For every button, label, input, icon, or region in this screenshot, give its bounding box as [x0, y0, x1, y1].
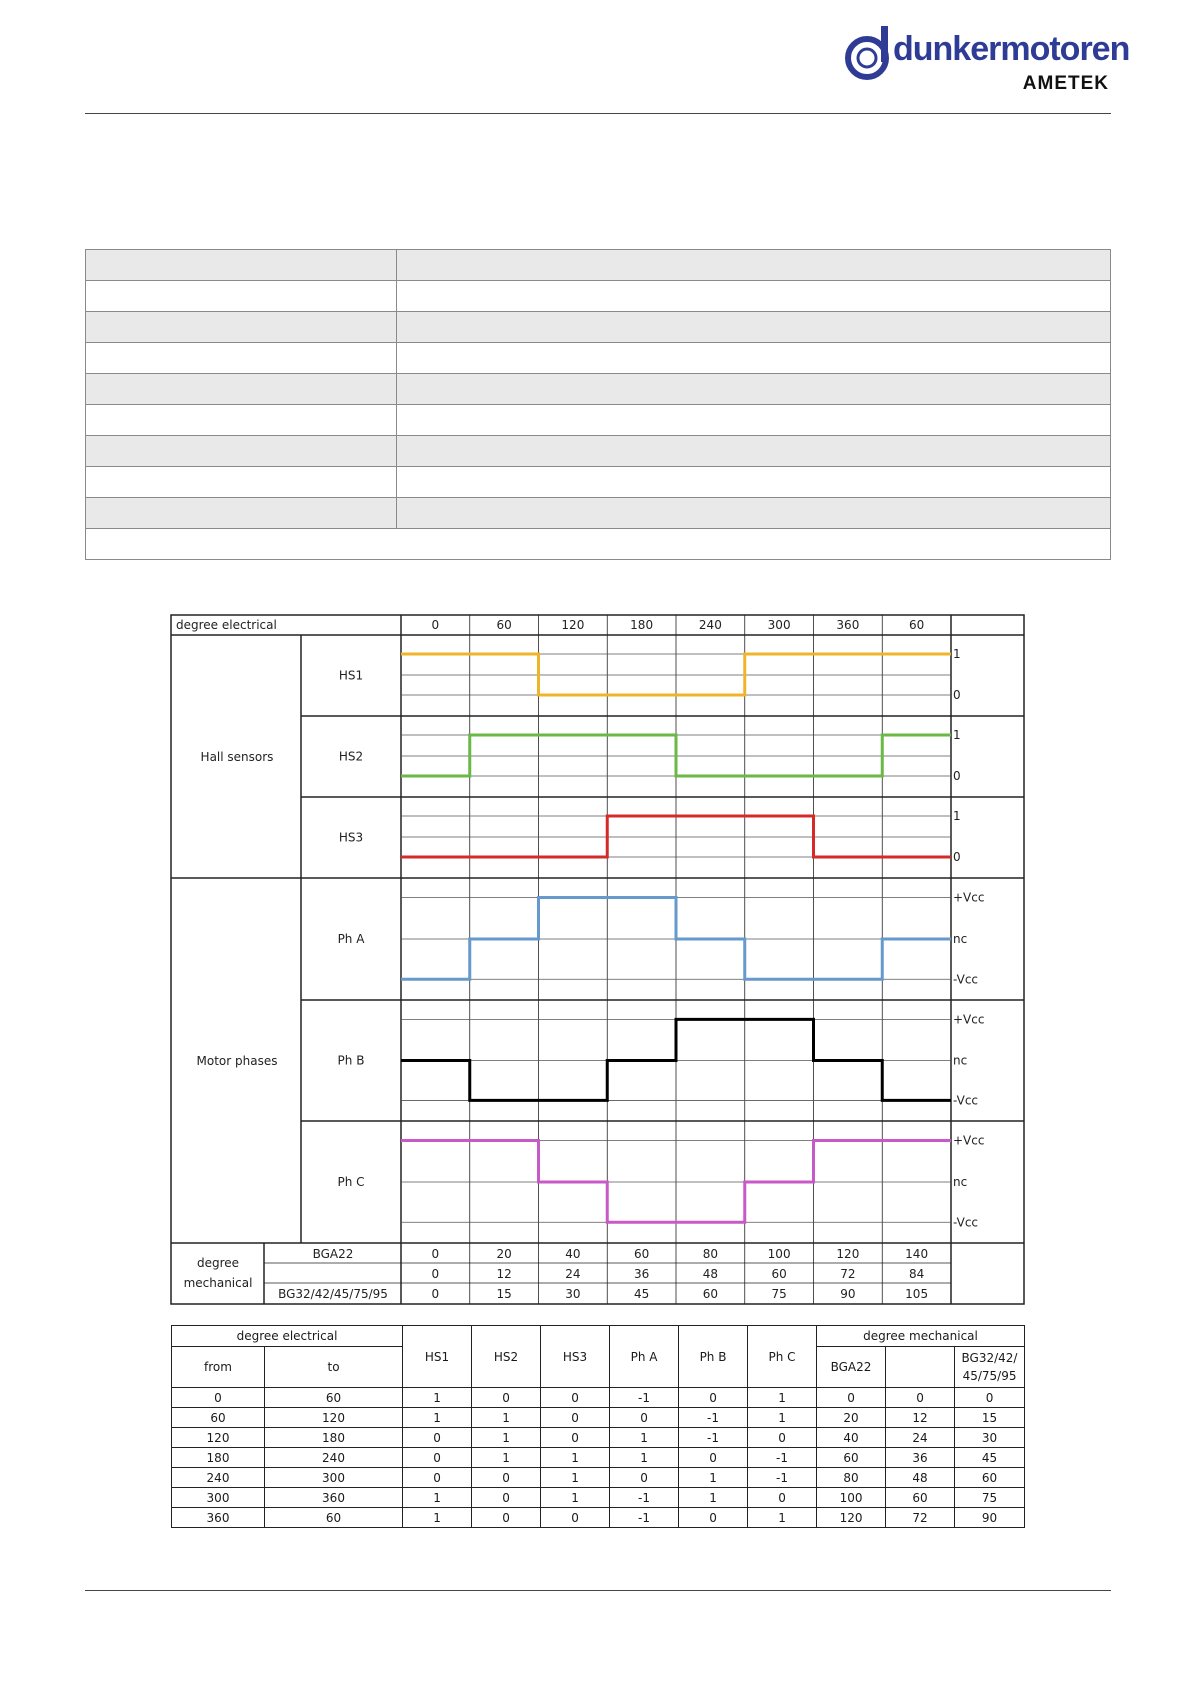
signal-name: Ph A	[337, 932, 365, 946]
electrical-tick-label: 60	[496, 618, 512, 632]
mech-value: 40	[565, 1247, 581, 1261]
table-cell: 30	[955, 1428, 1025, 1448]
mech-value: 60	[633, 1247, 650, 1261]
table-cell: 0	[610, 1408, 679, 1428]
footer-rule	[85, 1590, 1111, 1591]
brand-subtitle: AMETEK	[1022, 73, 1109, 94]
mech-value: 120	[836, 1247, 860, 1261]
table-cell: 0	[403, 1468, 472, 1488]
table-cell: 180	[172, 1448, 265, 1468]
header-from: from	[172, 1347, 265, 1388]
header-hs3: HS3	[541, 1326, 610, 1388]
level-label: 0	[953, 850, 961, 864]
signal-name: HS1	[338, 668, 364, 683]
table-cell: 80	[817, 1468, 886, 1488]
header-hs1: HS1	[403, 1326, 472, 1388]
table-cell: 300	[172, 1488, 265, 1508]
mech-value: 45	[633, 1287, 650, 1301]
table-cell: 12	[886, 1408, 955, 1428]
header-phb: Ph B	[679, 1326, 748, 1388]
electrical-tick-label: 120	[561, 618, 585, 632]
hall-sensors-label: Hall sensors	[200, 750, 274, 764]
table-cell: 0	[679, 1388, 748, 1408]
header-hs2: HS2	[472, 1326, 541, 1388]
electrical-tick-label: 300	[767, 618, 791, 632]
level-label: 0	[953, 688, 961, 702]
mech-value: 72	[840, 1267, 856, 1281]
top-label: degree electrical	[176, 618, 277, 632]
table-cell: -1	[610, 1388, 679, 1408]
table-row	[172, 1488, 1025, 1508]
level-label: nc	[953, 1175, 968, 1189]
table-cell: 1	[610, 1448, 679, 1468]
table-cell: 0	[679, 1448, 748, 1468]
table-cell: 60	[265, 1508, 403, 1528]
mech-value: 0	[431, 1287, 440, 1301]
table-cell: 0	[955, 1388, 1025, 1408]
header-to: to	[265, 1347, 403, 1388]
table-cell: 20	[817, 1408, 886, 1428]
table-cell: 1	[748, 1508, 817, 1528]
table-cell: 1	[403, 1388, 472, 1408]
header-bga22: BGA22	[817, 1347, 886, 1388]
table-cell: 240	[172, 1468, 265, 1488]
mech-value: 0	[431, 1267, 440, 1281]
table-row	[172, 1468, 1025, 1488]
table-cell: 0	[541, 1428, 610, 1448]
table-row	[172, 1388, 1025, 1408]
table-cell: -1	[610, 1488, 679, 1508]
mech-value: 20	[496, 1247, 512, 1261]
header-degree-electrical: degree electrical	[172, 1326, 403, 1347]
mech-value: 140	[905, 1247, 929, 1261]
table-cell: 120	[265, 1408, 403, 1428]
level-label: nc	[953, 932, 968, 946]
table-cell: 360	[172, 1508, 265, 1528]
table-cell: 0	[886, 1388, 955, 1408]
table-cell: 0	[472, 1508, 541, 1528]
table-cell: -1	[610, 1508, 679, 1528]
table-cell: 36	[886, 1448, 955, 1468]
table-row	[172, 1408, 1025, 1428]
mech-value: 75	[771, 1287, 787, 1301]
mech-value: 0	[431, 1247, 440, 1261]
table-cell: 240	[265, 1448, 403, 1468]
level-label: -Vcc	[953, 972, 979, 987]
level-label: -Vcc	[953, 1093, 979, 1108]
mech-row-label: BGA22	[312, 1247, 354, 1261]
table-cell: 1	[403, 1488, 472, 1508]
table-cell: 1	[541, 1448, 610, 1468]
table-cell: 1	[541, 1488, 610, 1508]
table-cell: 0	[172, 1388, 265, 1408]
table-cell: -1	[748, 1448, 817, 1468]
table-cell: 1	[748, 1388, 817, 1408]
table-cell: 0	[679, 1508, 748, 1528]
level-label: +Vcc	[953, 1012, 985, 1027]
header-phc: Ph C	[748, 1326, 817, 1388]
mech-value: 30	[565, 1287, 581, 1301]
table-cell: 180	[265, 1428, 403, 1448]
table-cell: 60	[886, 1488, 955, 1508]
signal-name: HS2	[338, 749, 364, 764]
mech-value: 100	[767, 1247, 791, 1261]
motor-phases-label: Motor phases	[196, 1054, 278, 1068]
table-cell: -1	[679, 1428, 748, 1448]
table-cell: 90	[955, 1508, 1025, 1528]
table-cell: 0	[472, 1388, 541, 1408]
table-cell: 1	[610, 1428, 679, 1448]
table-cell: 0	[472, 1468, 541, 1488]
mech-value: 15	[496, 1287, 512, 1301]
electrical-tick-label: 0	[431, 618, 440, 632]
table-row	[172, 1448, 1025, 1468]
table-cell: 45	[955, 1448, 1025, 1468]
table-cell: 15	[955, 1408, 1025, 1428]
electrical-tick-label: 180	[630, 618, 654, 632]
mech-value: 48	[702, 1267, 719, 1281]
level-label: 1	[953, 809, 961, 823]
signal-name: Ph B	[337, 1053, 365, 1068]
mech-value: 105	[905, 1287, 929, 1301]
table-cell: 0	[403, 1448, 472, 1468]
signal-name: HS3	[338, 830, 364, 845]
table-cell: 0	[748, 1428, 817, 1448]
header-degree-mechanical: degree mechanical	[817, 1326, 1025, 1347]
table-cell: 1	[679, 1488, 748, 1508]
table-cell: 0	[817, 1388, 886, 1408]
table-cell: 100	[817, 1488, 886, 1508]
waveform-hs2	[401, 735, 951, 776]
level-label: nc	[953, 1053, 968, 1068]
header-bg32: BG32/42/ 45/75/95	[955, 1347, 1025, 1388]
level-label: +Vcc	[953, 890, 985, 905]
table-row	[172, 1508, 1025, 1528]
table-cell: 0	[541, 1408, 610, 1428]
table-cell: 120	[817, 1508, 886, 1528]
header-pha: Ph A	[610, 1326, 679, 1388]
table-cell: 60	[172, 1408, 265, 1428]
mech-value: 60	[702, 1287, 719, 1301]
table-cell: 0	[403, 1428, 472, 1448]
mech-row-label: BG32/42/45/75/95	[278, 1287, 388, 1301]
mech-label-mechanical: mechanical	[183, 1276, 253, 1290]
table-cell: 1	[472, 1448, 541, 1468]
table-cell: 1	[679, 1468, 748, 1488]
level-label: 1	[953, 647, 961, 661]
table-cell: 300	[265, 1468, 403, 1488]
mech-value: 24	[565, 1267, 581, 1281]
brand-name: dunkermotoren	[893, 30, 1130, 68]
table-cell: 1	[403, 1508, 472, 1528]
table-cell: 0	[541, 1388, 610, 1408]
diagram-frame	[171, 615, 1024, 1304]
level-label: 1	[953, 728, 961, 742]
table-cell: 0	[541, 1508, 610, 1528]
table-cell: 75	[955, 1488, 1025, 1508]
table-cell: 24	[886, 1428, 955, 1448]
level-label: -Vcc	[953, 1215, 979, 1230]
table-cell: 60	[955, 1468, 1025, 1488]
table-cell: 360	[265, 1488, 403, 1508]
mech-value: 36	[633, 1267, 650, 1281]
table-cell: 72	[886, 1508, 955, 1528]
mech-value: 90	[840, 1287, 856, 1301]
table-cell: -1	[679, 1408, 748, 1428]
table-cell: 60	[265, 1388, 403, 1408]
signal-name: Ph C	[337, 1175, 365, 1189]
mech-value: 80	[702, 1247, 719, 1261]
table-cell: 0	[472, 1488, 541, 1508]
electrical-tick-label: 60	[908, 618, 925, 632]
table-cell: 1	[541, 1468, 610, 1488]
table-row	[172, 1428, 1025, 1448]
level-label: +Vcc	[953, 1133, 985, 1148]
table-cell: 1	[403, 1408, 472, 1428]
table-cell: 1	[472, 1408, 541, 1428]
table-cell: 120	[172, 1428, 265, 1448]
table-cell: 60	[817, 1448, 886, 1468]
electrical-tick-label: 240	[698, 618, 722, 632]
table-cell: 0	[610, 1468, 679, 1488]
table-cell: 0	[748, 1488, 817, 1508]
table-cell: 1	[748, 1408, 817, 1428]
commutation-table	[171, 1325, 1025, 1528]
level-label: 0	[953, 769, 961, 783]
mech-label-degree: degree	[196, 1256, 240, 1270]
table-cell: 1	[472, 1428, 541, 1448]
header-mech-middle	[886, 1347, 955, 1388]
mech-value: 84	[908, 1267, 925, 1281]
mech-value: 12	[496, 1267, 512, 1281]
table-cell: 48	[886, 1468, 955, 1488]
table-cell: -1	[748, 1468, 817, 1488]
electrical-tick-label: 360	[836, 618, 860, 632]
mech-value: 60	[771, 1267, 787, 1281]
table-cell: 40	[817, 1428, 886, 1448]
